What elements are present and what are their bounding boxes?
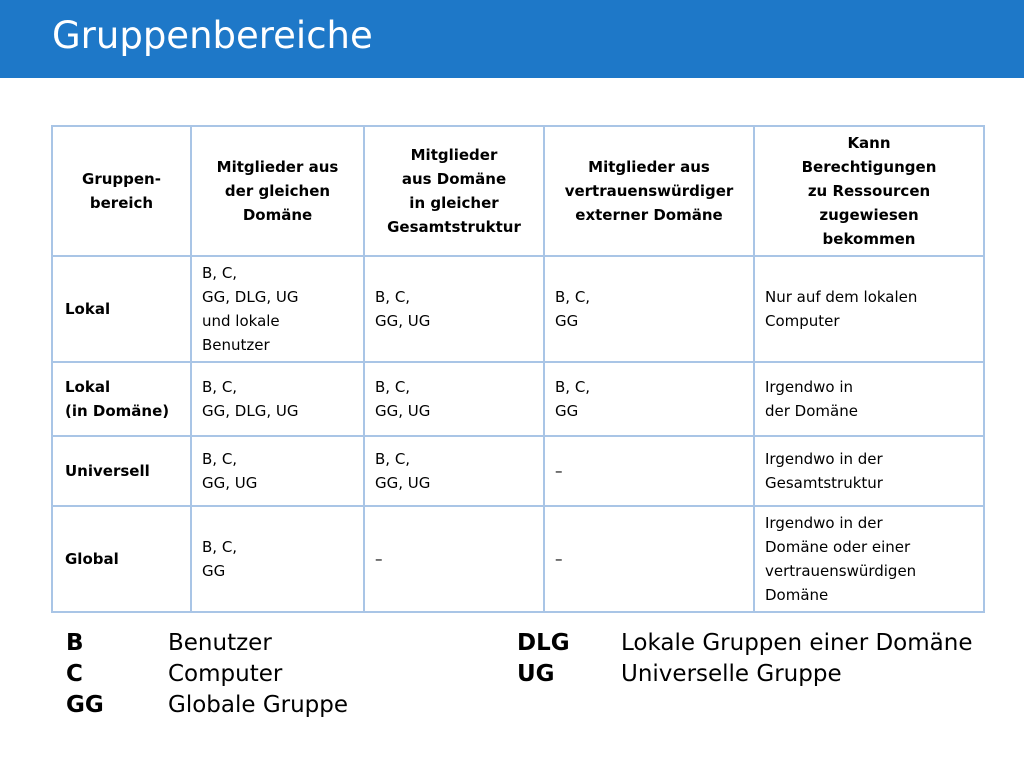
cell-line: B, C, [375,450,411,468]
header-same-forest-line: aus Domäne [401,170,507,188]
cell-line: GG, UG [375,474,431,492]
cell-line: GG, UG [202,474,258,492]
cell-line: Computer [765,312,840,330]
table-cell [754,436,984,506]
row-scope [52,436,191,506]
table-cell [364,436,544,506]
page-title: Gruppenbereiche [52,14,373,57]
header-same-domain-line: Mitglieder aus [216,158,339,176]
table-header-row [52,126,984,256]
table-cell [191,436,364,506]
table-cell [754,506,984,612]
cell-line: und lokale [202,312,280,330]
table-cell [364,506,544,612]
cell-line: Irgendwo in der [765,450,883,468]
cell-line: GG [555,402,579,420]
table-cell [544,362,754,436]
cell-line: Nur auf dem lokalen [765,288,918,306]
cell-line: B, C, [555,288,591,306]
cell-line: Irgendwo in der [765,514,883,532]
cell-line: vertrauenswürdigen [765,562,917,580]
cell-line: GG [202,562,226,580]
cell-line: GG, DLG, UG [202,402,299,420]
table-cell [544,506,754,612]
cell-line: der Domäne [765,402,858,420]
row-scope [52,256,191,362]
legend-desc-dlg: Lokale Gruppen einer Domäne [621,630,973,656]
cell-line: GG [555,312,579,330]
cell-line: Domäne [765,586,829,604]
header-permissions [754,126,984,256]
cell-line: GG, UG [375,312,431,330]
row-scope [52,506,191,612]
cell-line: Domäne oder einer [765,538,911,556]
row-scope-line: Lokal [65,300,111,318]
legend-desc-c: Computer [168,661,283,687]
cell-line: B, C, [202,378,238,396]
cell-line: Benutzer [202,336,270,354]
table-cell [544,256,754,362]
header-same-domain [191,126,364,256]
table-cell [364,362,544,436]
table-cell [191,256,364,362]
header-scope-line: bereich [89,194,154,212]
cell-line: B, C, [202,450,238,468]
header-scope [52,126,191,256]
table-row [52,256,984,362]
row-scope-line: (in Domäne) [65,402,170,420]
legend-abbr-ug: UG [517,661,555,687]
legend-desc-b: Benutzer [168,630,272,656]
row-scope-line: Global [65,550,119,568]
header-same-forest-line: Mitglieder [410,146,498,164]
title-bar [0,0,1024,78]
header-permissions-line: zugewiesen [819,206,919,224]
header-permissions-line: Berechtigungen [801,158,937,176]
cell-line: B, C, [202,538,238,556]
cell-line: Irgendwo in [765,378,853,396]
table-cell [754,256,984,362]
header-permissions-line: zu Ressourcen [807,182,931,200]
cell-line: B, C, [375,288,411,306]
cell-line: GG, DLG, UG [202,288,299,306]
header-trusted-domain-line: vertrauenswürdiger [564,182,734,200]
header-permissions-line: bekommen [822,230,916,248]
header-same-forest [364,126,544,256]
header-scope-line: Gruppen- [82,170,161,188]
legend-abbr-dlg: DLG [517,630,570,656]
legend-abbr-b: B [66,630,84,656]
header-trusted-domain-line: Mitglieder aus [588,158,710,176]
header-same-forest-line: in gleicher [409,194,499,212]
cell-line: Gesamtstruktur [765,474,883,492]
legend-desc-ug: Universelle Gruppe [621,661,842,687]
legend-desc-gg: Globale Gruppe [168,692,349,718]
cell-line: – [555,550,563,568]
cell-line: – [375,550,383,568]
cell-line: GG, UG [375,402,431,420]
header-permissions-line: Kann [847,134,891,152]
legend-abbr-gg: GG [66,692,104,718]
row-scope [52,362,191,436]
table-cell [544,436,754,506]
header-same-domain-line: der gleichen [224,182,331,200]
cell-line: B, C, [555,378,591,396]
table-cell [754,362,984,436]
row-scope-line: Lokal [65,378,111,396]
table-cell [364,256,544,362]
table-row [52,362,984,436]
group-scope-table [51,125,985,613]
table-row [52,506,984,612]
row-scope-line: Universell [65,462,150,480]
cell-line: – [555,462,563,480]
cell-line: B, C, [375,378,411,396]
table-row [52,436,984,506]
header-trusted-domain-line: externer Domäne [575,206,723,224]
cell-line: B, C, [202,264,238,282]
header-same-forest-line: Gesamtstruktur [387,218,521,236]
table-cell [191,506,364,612]
table-cell [191,362,364,436]
legend-abbr-c: C [66,661,83,687]
header-same-domain-line: Domäne [242,206,313,224]
header-trusted-domain [544,126,754,256]
